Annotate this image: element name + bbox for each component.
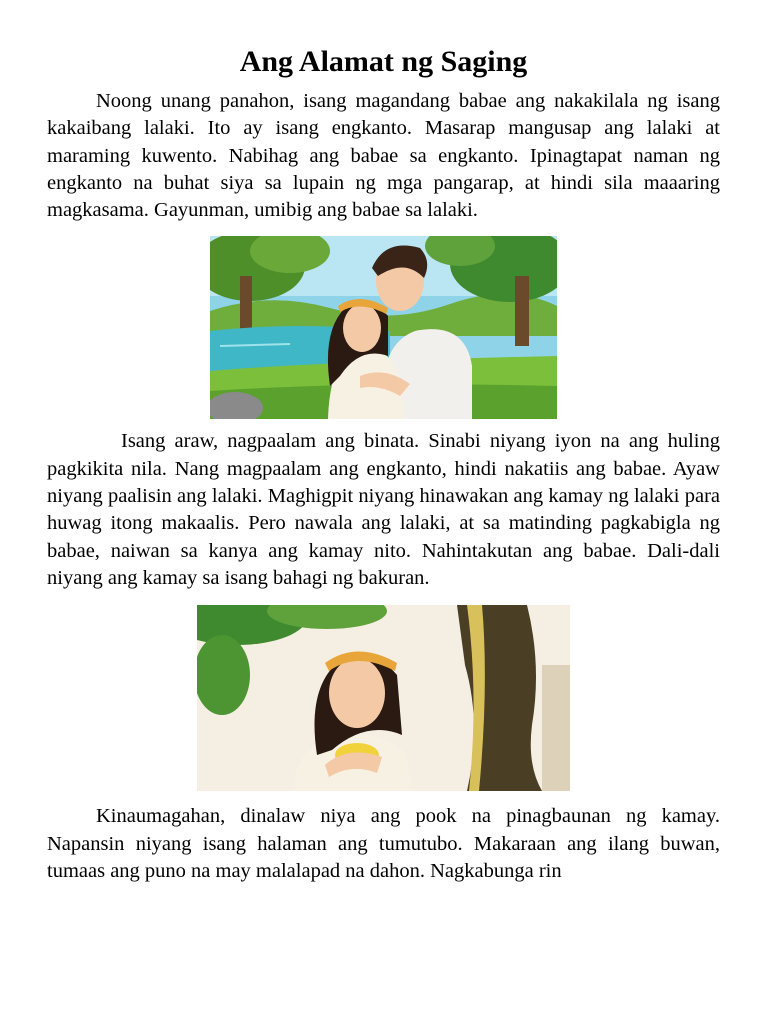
paragraph-3: Kinaumagahan, dinalaw niya ang pook na pinagbaunan ng kamay. Napansin niyang isang halaman ang tumutubo. Makaraan ang ilang buwan, tumaas ang puno na may malalapad na dahon. Nagkabunga rin <box>47 805 720 882</box>
document-page <box>47 42 720 885</box>
paragraph-2: Isang araw, nagpaalam ang binata. Sinabi niyang iyon na ang huling pagkikita nila. Nang magpaalam ang engkanto, hindi nakatiis ang babae. Ayaw niyang paalisin ang lalaki. Maghigpit niyang hinawakan ang kamay ng lalaki para huwag itong makaalis. Pero nawala ang lalaki, at sa matinding pagkabigla ng babae, naiwan sa kanya ang kamay nito. Nahintakutan ang babae. Dali-dali niyang ang kamay sa isang bahagi ng bakuran. <box>47 430 720 589</box>
illustration-woman <box>197 605 570 791</box>
document-title: Ang Alamat ng Saging <box>239 45 528 78</box>
paragraph-1: Noong unang panahon, isang magandang babae ang nakakilala ng isang kakaibang lalaki. Ito ay isang engkanto. Masarap mangusap ang lalaki at maraming kuwento. Nabihag ang babae sa engkanto. Ipinagtapat naman ng engkanto na buhat siya sa lupain ng mga pangarap, at hindi sila maaaring magkasama. Gayunman, umibig ang babae sa lalaki. <box>47 90 720 222</box>
woman-illustration-svg <box>197 605 570 791</box>
couple-illustration-svg <box>210 236 557 419</box>
illustration-couple <box>210 236 557 419</box>
